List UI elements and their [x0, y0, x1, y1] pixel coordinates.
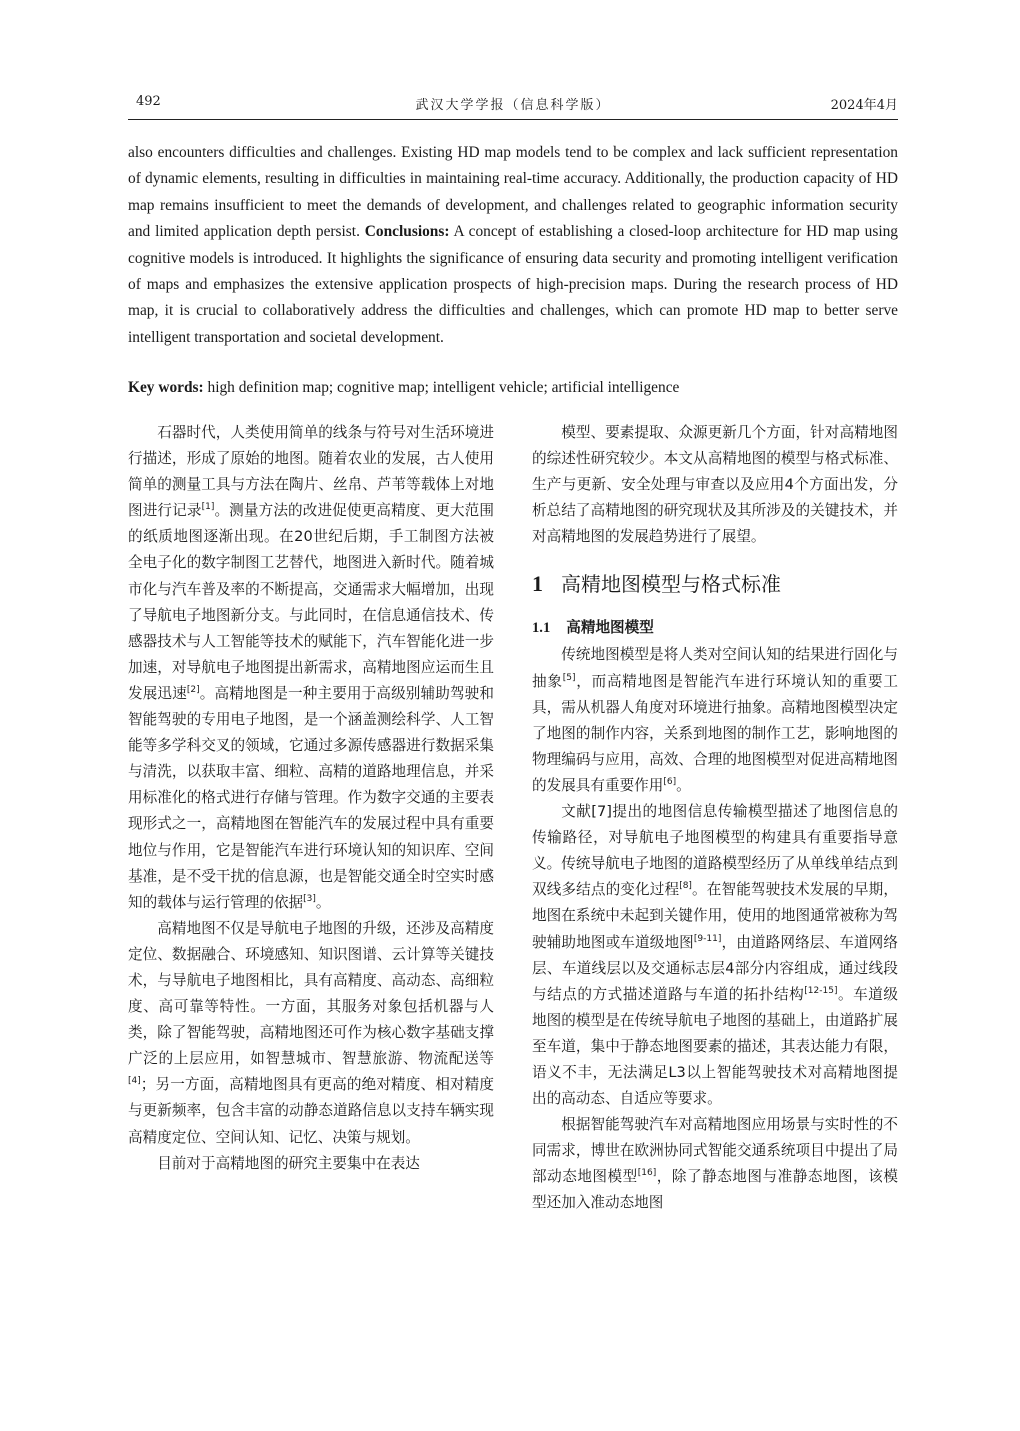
text: 。	[676, 776, 691, 794]
citation: [3]	[303, 893, 316, 904]
citation: [2]	[186, 685, 200, 696]
abstract-text-after: A concept of establishing a closed-loop architecture for HD map using cognitive models is introduced. It highlights the significance of ensuring data security and promoting intelligent verification of maps and emphasizes the extensive application prospects of high-precision maps. During the research process of HD map, it is crucial to collaboratively address the difficulties and challenges, which can promote HD map to better serve intelligent transportation and societal development.	[128, 223, 898, 346]
keywords	[128, 376, 898, 400]
paragraph	[128, 420, 494, 916]
text: ，除了静态地图与准静态地图，该模型还加入准动态地图	[532, 1168, 898, 1212]
abstract-text-before: also encounters difficulties and challenges. Existing HD map models tend to be complex and lack sufficient representation of dynamic elements, resulting in difficulties in maintaining real-time accuracy. Additionally, the production capacity of HD map remains insufficient to meet the demands of development, and challenges related to geographic information security and limited application depth persist.	[128, 144, 898, 241]
paragraph	[532, 642, 898, 799]
issue-date: 2024年4月	[830, 98, 898, 113]
text: ；另一方面，高精地图具有更高的绝对精度、相对精度与更新频率，包含丰富的动静态道路信息以支持车辆实现高精度定位、空间认知、记忆、决策与规划。	[128, 1076, 494, 1146]
header-rule	[128, 119, 898, 120]
section-heading	[532, 570, 898, 598]
citation: [16]	[637, 1168, 657, 1179]
page-number: 492	[136, 94, 161, 109]
citation: [6]	[663, 777, 677, 788]
text: ，由道路网络层、车道网络层、车道线层以及交通标志层4部分内容组成，通过线段与结点的方式描述道路与车道的拓扑结构	[532, 933, 898, 1003]
abstract	[128, 140, 898, 351]
citation: [1]	[201, 502, 215, 513]
text: 石器时代，人类使用简单的线条与符号对生活环境进行描述，形成了原始的地图。随着农业的发展，古人使用简单的测量工具与方法在陶片、丝帛、芦苇等载体上对地图进行记录	[128, 424, 494, 520]
text: 根据智能驾驶汽车对高精地图应用场景与实时性的不同需求，博世在欧洲协同式智能交通系统项目中提出了局部动态地图模型	[532, 1116, 898, 1186]
running-header	[128, 94, 898, 116]
citation: [12-15]	[804, 985, 838, 996]
paragraph: 目前对于高精地图的研究主要集中在表达	[157, 1154, 420, 1172]
journal-title: 武汉大学学报（信息科学版）	[415, 98, 611, 113]
text: 文献[7]提出的地图信息传输模型描述了地图信息的传输路径，对导航电子地图模型的构建具有重要指导意义。传统导航电子地图的道路模型经历了从单线单结点到双线多结点的变化过程	[532, 803, 898, 899]
citation: [8]	[679, 881, 692, 892]
section-number: 1	[532, 571, 543, 597]
paragraph: 模型、要素提取、众源更新几个方面，针对高精地图的综述性研究较少。本文从高精地图的模型与格式标准、生产与更新、安全处理与审查以及应用4个方面出发，分析总结了高精地图的研究现状及其所涉及的关键技术，并对高精地图的发展趋势进行了展望。	[532, 424, 898, 546]
text: ，而高精地图是智能汽车进行环境认知的重要工具，需从机器人角度对环境进行抽象。高精地图模型决定了地图的制作内容，关系到地图的制作工艺，影响地图的物理编码与应用，高效、合理的地图模型对促进高精地图的发展具有重要作用	[532, 672, 898, 794]
left-column	[128, 420, 494, 1177]
keywords-text: high definition map; cognitive map; intelligent vehicle; artificial intelligence	[203, 379, 680, 396]
subsection-number: 1.1	[532, 620, 551, 637]
text: 传统地图模型是将人类对空间认知的结果进行固化与抽象	[532, 646, 898, 690]
paragraph	[128, 916, 494, 1151]
citation: [4]	[128, 1076, 141, 1087]
text: 高精地图不仅是导航电子地图的升级，还涉及高精度定位、数据融合、环境感知、知识图谱、云计算等关键技术，与导航电子地图相比，具有高精度、高动态、高细粒度、高可靠等特性。一方面，其服务对象包括机器与人类，除了智能驾驶，高精地图还可作为核心数字基础支撑广泛的上层应用，如智慧城市、智慧旅游、物流配送等	[128, 919, 494, 1068]
keywords-label: Key words:	[128, 379, 204, 396]
text: 。测量方法的改进促使更高精度、更大范围的纸质地图逐渐出现。在20世纪后期，手工制图方法被全电子化的数字制图工艺替代，地图进入新时代。随着城市化与汽车普及率的不断提高，交通需求大幅增加，出现了导航电子地图新分支。与此同时，在信息通信技术、传感器技术与人工智能等技术的赋能下，汽车智能化进一步加速，对导航电子地图提出新需求，高精地图应运而生且发展迅速	[128, 502, 494, 702]
citation: [5]	[562, 672, 576, 683]
section-title: 高精地图模型与格式标准	[561, 572, 781, 597]
text: 。	[315, 893, 331, 911]
citation: [9-11]	[693, 933, 722, 944]
conclusions-label: Conclusions:	[364, 223, 450, 241]
right-column	[532, 420, 898, 1217]
paragraph	[532, 799, 898, 1112]
subsection-heading	[532, 616, 898, 640]
text: 。在智能驾驶技术发展的早期，地图在系统中未起到关键作用，使用的地图通常被称为驾驶辅助地图或车道级地图	[532, 881, 898, 951]
text: 。车道级地图的模型是在传统导航电子地图的基础上，由道路扩展至车道，集中于静态地图要素的描述，其表达能力有限，语义不丰，无法满足L3以上智能驾驶技术对高精地图提出的高动态、自适应等要求。	[532, 985, 898, 1108]
paragraph	[532, 1112, 898, 1216]
subsection-title: 高精地图模型	[566, 619, 654, 637]
text: 。高精地图是一种主要用于高级别辅助驾驶和智能驾驶的专用电子地图，是一个涵盖测绘科学、人工智能等多学科交叉的领域，它通过多源传感器进行数据采集与清洗，以获取丰富、细粒、高精的道路地理信息，并采用标准化的格式进行存储与管理。作为数字交通的主要表现形式之一，高精地图在智能汽车的发展过程中具有重要地位与作用，它是智能汽车进行环境认知的知识库、空间基准，是不受干扰的信息源，也是智能交通全时空实时感知的载体与运行管理的依据	[128, 684, 494, 911]
